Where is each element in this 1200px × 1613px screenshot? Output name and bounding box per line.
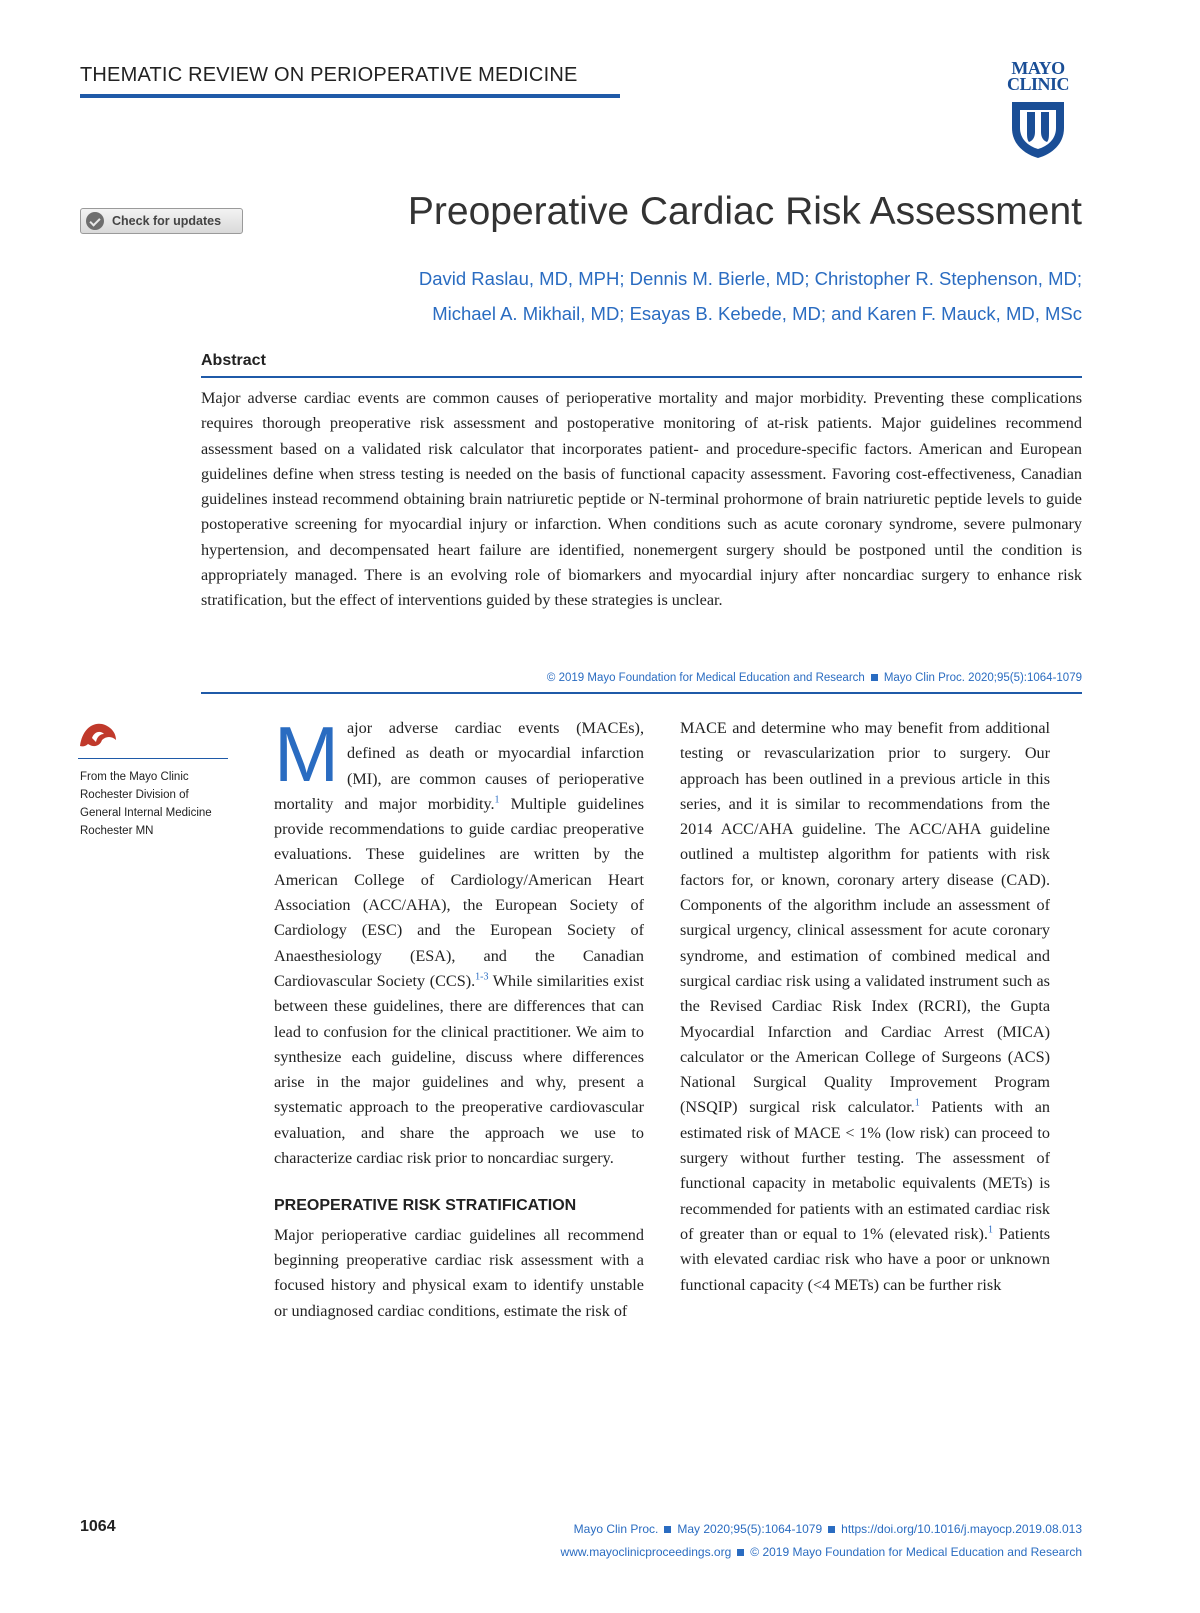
header-rule [80, 94, 620, 98]
reference-1b[interactable]: 1 [914, 1098, 920, 1110]
affiliation-note: From the Mayo Clinic Rochester Division of General Internal Medicine Rochester MN [80, 771, 212, 837]
mayo-shield-icon [1008, 98, 1068, 160]
intro-text-c: While similarities exist between these guidelines, there are differences that can lead to confusion for the clinical practitioner. We aim to synthesize each guideline, discuss where differences arise in the major guidelines and why, present a systematic approach to the preoperative cardiovascular evaluation, and share the approach we use to characterize cardiac risk prior to noncardiac surgery. [274, 971, 644, 1168]
intro-text-b: Multiple guidelines provide recommendations to guide cardiac preoperative evaluations. These guidelines are written by the American College of Cardiology/American Heart Association (ACC/AHA), the European Society of Cardiology (ESC) and the European Society of Anaesthesiology (ESA), and the Canadian Cardiovascular Society (CCS). [274, 794, 644, 990]
mayo-clinic-logo [993, 60, 1083, 165]
separator-square-icon [664, 1526, 671, 1533]
citation-text: Mayo Clin Proc. 2020;95(5):1064-1079 [883, 672, 1082, 684]
abstract-copyright [547, 672, 1082, 684]
section-label: THEMATIC REVIEW ON PERIOPERATIVE MEDICINE [80, 64, 578, 86]
intro-text-a: ajor adverse cardiac events (MACEs), defined as death or myocardial infarction (MI), are common causes of perioperative mortality and major morbidity. [274, 719, 644, 813]
mayo-affiliation-icon [78, 720, 118, 750]
footer-issue: May 2020;95(5):1064-1079 [677, 1522, 823, 1536]
footer-copyright: © 2019 Mayo Foundation for Medical Education and Research [750, 1545, 1082, 1559]
body-column-left [274, 710, 644, 1324]
abstract-top-rule [201, 376, 1082, 378]
continued-text-a: MACE and determine who may benefit from additional testing or revascularization prior to surgery. Our approach has been outlined in a previous article in this series, and it is similar to recommendations from the 2014 ACC/AHA guideline. The ACC/AHA guideline outlined a multistep algorithm for patients with risk factors for, or known, coronary artery disease (CAD). Components of the algorithm include an assessment of surgical urgency, clinical assessment for acute coronary syndrome, and estimation of combined medical and surgical cardiac risk using a validated instrument such as the Revised Cardiac Risk Index (RCRI), the Gupta Myocardial Infarction and Cardiac Arrest (MICA) calculator or the American College of Surgeons (ACS) National Surgical Quality Improvement Program (NSQIP) surgical risk calculator. [680, 719, 1050, 1117]
body-column-right [680, 716, 1050, 1298]
logo-text-line2: CLINIC [1006, 74, 1069, 94]
abstract-bottom-rule [201, 692, 1082, 694]
footer-site [561, 1545, 1082, 1559]
logo-text-line1: MAYO [1011, 58, 1065, 78]
continued-paragraph [680, 716, 1050, 1298]
section-heading: PREOPERATIVE RISK STRATIFICATION [274, 1197, 577, 1215]
separator-square-icon [737, 1549, 744, 1556]
check-updates-icon [86, 212, 104, 230]
intro-paragraph [274, 710, 644, 1171]
check-for-updates-button[interactable] [80, 208, 243, 234]
abstract-heading: Abstract [201, 352, 266, 369]
continued-text-c: Patients with elevated cardiac risk who have a poor or unknown functional capacity (<4 METs) can be further risk [680, 1224, 1050, 1294]
footer-website-link[interactable]: www.mayoclinicproceedings.org [560, 1545, 732, 1559]
authors-line-2: Michael A. Mikhail, MD; Esayas B. Kebede, MD; and Karen F. Mauck, MD, MSc [432, 303, 1082, 324]
abstract-body [201, 386, 1082, 614]
article-title: Preoperative Cardiac Risk Assessment [407, 190, 1082, 233]
copyright-text: © 2019 Mayo Foundation for Medical Education and Research [546, 672, 865, 684]
footer-citation [574, 1522, 1082, 1536]
check-updates-label: Check for updates [112, 214, 222, 228]
continued-text-b: Patients with an estimated risk of MACE < 1% (low risk) can proceed to surgery without further testing. The assessment of functional capacity in metabolic equivalents (METs) is recommended for patients with an estimated cardiac risk of greater than or equal to 1% (elevated risk). [680, 1098, 1050, 1243]
affiliation-rule [78, 758, 228, 759]
reference-1c[interactable]: 1 [987, 1224, 993, 1236]
page-number: 1064 [80, 1518, 116, 1535]
separator-square-icon [871, 674, 878, 681]
separator-square-icon [828, 1526, 835, 1533]
authors-line-1: David Raslau, MD, MPH; Dennis M. Bierle, MD; Christopher R. Stephenson, MD; [418, 268, 1082, 289]
abstract-text: Major adverse cardiac events are common causes of perioperative mortality and major morbidity. Preventing these complications requires thorough preoperative risk assessment and postoperative monitoring of at-risk patients. Major guidelines recommend assessment based on a validated risk calculator that incorporates patient- and procedure-specific factors. American and European guidelines define when stress testing is needed on the basis of functional capacity assessment. Favoring cost-effectiveness, Canadian guidelines instead recommend obtaining brain natriuretic peptide or N-terminal prohormone of brain natriuretic peptide levels to guide postoperative screening for myocardial injury or infarction. When conditions such as acute coronary syndrome, severe pulmonary hypertension, and decompensated heart failure are identified, nonemergent surgery should be postponed until the condition is appropriately managed. There is an evolving role of biomarkers and myocardial injury after noncardiac surgery to enhance risk stratification, but the effect of interventions guided by these strategies is unclear. [201, 389, 1082, 610]
reference-1-3[interactable]: 1-3 [475, 971, 489, 983]
risk-paragraph: Major perioperative cardiac guidelines all recommend beginning preoperative cardiac risk assessment with a focused history and physical exam to identify unstable or undiagnosed cardiac conditions, estimate the risk of [274, 1225, 644, 1320]
reference-1[interactable]: 1 [494, 794, 500, 806]
footer-journal: Mayo Clin Proc. [573, 1522, 659, 1536]
footer-doi-link[interactable]: https://doi.org/10.1016/j.mayocp.2019.08.013 [841, 1522, 1082, 1536]
drop-cap: M [274, 710, 339, 798]
